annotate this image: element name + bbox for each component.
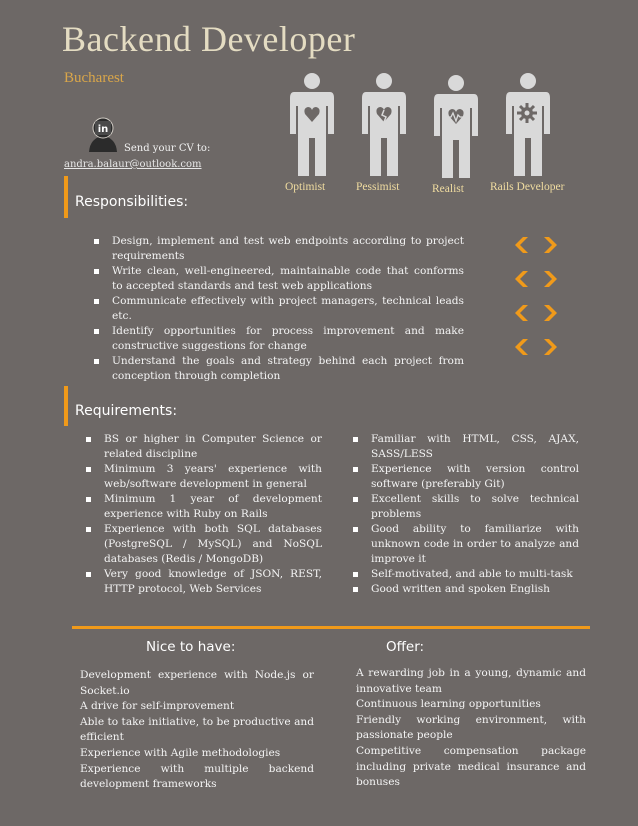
paragraph: Experience with Agile methodologies (80, 746, 281, 759)
list-item: Experience with both SQL databases (PostgreSQL / MySQL) and NoSQL databases (Redis / MongoDB) (80, 522, 322, 567)
list-item: BS or higher in Computer Science or related discipline (80, 432, 322, 462)
paragraph: Competitive compensation package including private medical insurance and bonuses (356, 744, 586, 789)
persona-label-realist: Realist (432, 183, 464, 195)
offer-text (356, 666, 586, 791)
list-item: Minimum 3 years' experience with web/software development in general (80, 462, 322, 492)
rails-developer-figure-gear-icon (500, 72, 556, 180)
page-title: Backend Developer (62, 19, 356, 59)
section-accent-bar (64, 386, 68, 426)
list-item: Minimum 1 year of development experience with Ruby on Rails (80, 492, 322, 522)
nice-to-have-heading: Nice to have: (146, 639, 236, 655)
realist-figure-heartbeat-icon (428, 74, 484, 182)
list-item: Excellent skills to solve technical problems (347, 492, 579, 522)
list-item: Good written and spoken English (347, 582, 579, 597)
list-item: Familiar with HTML, CSS, AJAX, SASS/LESS (347, 432, 579, 462)
nice-to-have-text (80, 668, 314, 793)
list-item: Design, implement and test web endpoints according to project requirements (88, 234, 464, 264)
paragraph: Experience with multiple backend development frameworks (80, 762, 314, 791)
avatar-text: in (97, 124, 109, 135)
responsibilities-list (88, 234, 464, 384)
section-accent-bar (64, 176, 68, 218)
code-brackets-icon (512, 235, 560, 255)
requirements-right-list (347, 432, 579, 597)
offer-heading: Offer: (386, 639, 425, 655)
code-brackets-icon (512, 269, 560, 289)
persona-label-optimist: Optimist (285, 181, 326, 193)
requirements-heading: Requirements: (75, 403, 178, 419)
persona-label-pessimist: Pessimist (356, 181, 400, 193)
paragraph: A rewarding job in a young, dynamic and innovative team (356, 667, 586, 695)
list-item: Identify opportunities for process improvement and make constructive suggestions for change (88, 324, 464, 354)
location: Bucharest (64, 70, 124, 86)
requirements-left-list (80, 432, 322, 597)
code-brackets-icon (512, 337, 560, 357)
list-item: Understand the goals and strategy behind each project from conception through completion (88, 354, 464, 384)
list-item: Good ability to familiarize with unknown code in order to analyze and improve it (347, 522, 579, 567)
list-item: Self-motivated, and able to multi-task (347, 567, 579, 582)
linkedin-avatar-icon (86, 116, 120, 154)
list-item: Communicate effectively with project managers, technical leads etc. (88, 294, 464, 324)
paragraph: A drive for self-improvement (80, 700, 235, 713)
optimist-figure-heart-icon (284, 72, 340, 180)
paragraph: Continuous learning opportunities (356, 698, 541, 711)
persona-label-rails-developer: Rails Developer (490, 181, 565, 193)
list-item: Experience with version control software (preferably Git) (347, 462, 579, 492)
send-cv-label: Send your CV to: (124, 143, 211, 154)
paragraph: Development experience with Node.js or Socket.io (80, 669, 314, 697)
list-item: Write clean, well-engineered, maintainable code that conforms to accepted standards and test web applications (88, 264, 464, 294)
code-brackets-icon (512, 303, 560, 323)
divider-line (72, 626, 590, 629)
pessimist-figure-broken-heart-icon (356, 72, 412, 180)
email-link[interactable]: andra.balaur@outlook.com (64, 159, 202, 170)
responsibilities-heading: Responsibilities: (75, 194, 189, 210)
paragraph: Able to take initiative, to be productive and efficient (80, 715, 314, 744)
list-item: Very good knowledge of JSON, REST, HTTP protocol, Web Services (80, 567, 322, 597)
paragraph: Friendly working environment, with passionate people (356, 713, 586, 742)
